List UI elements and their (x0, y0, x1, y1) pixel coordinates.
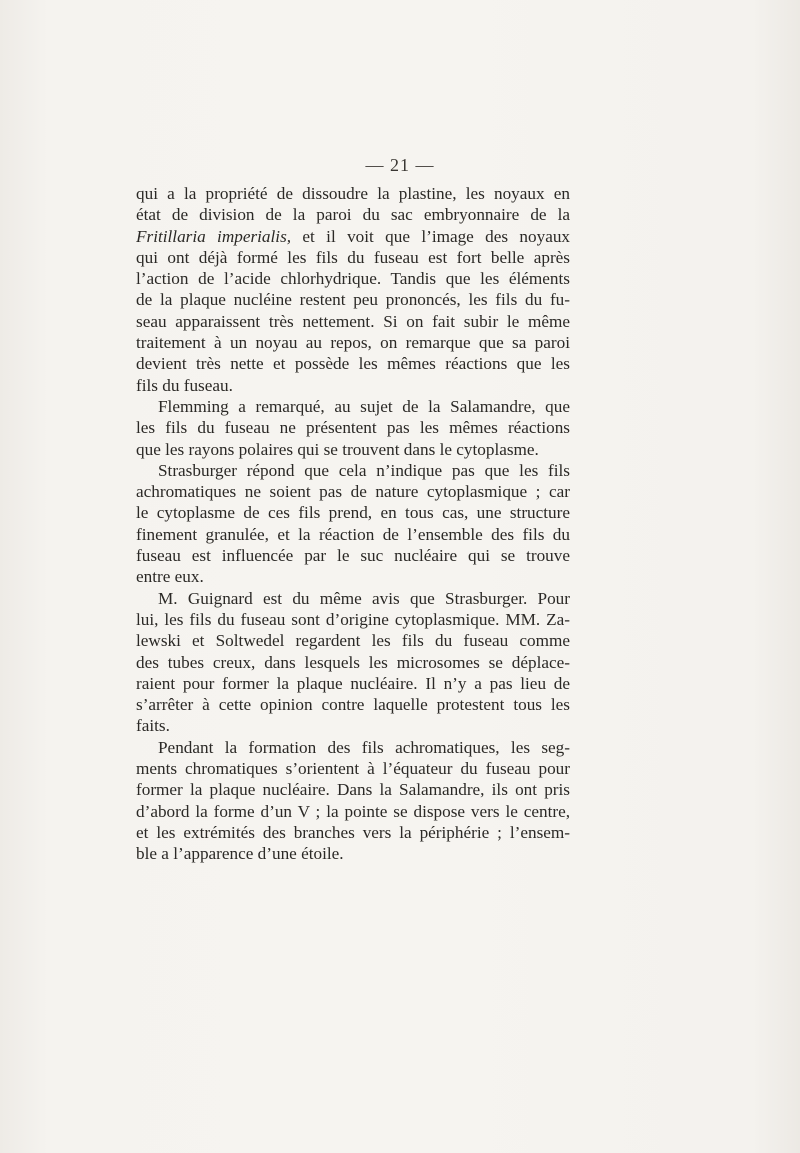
text-line: l’action de l’acide chlorhydrique. Tandis que les éléments (136, 269, 570, 289)
text-line: achromatiques ne soient pas de nature cytoplasmique ; car (136, 482, 570, 502)
text-line: ments chromatiques s’orientent à l’équateur du fuseau pour (136, 759, 570, 779)
text-line: finement granulée, et la réaction de l’ensemble des fils du (136, 524, 570, 544)
text-line: et les extrémités des branches vers la périphérie ; l’ensem- (136, 822, 570, 842)
text-line: le cytoplasme de ces fils prend, en tous cas, une structure (136, 503, 570, 523)
text-line: des tubes creux, dans lesquels les microsomes se déplace- (136, 652, 570, 672)
text-line: traitement à un noyau au repos, on remarque que sa paroi (136, 333, 570, 353)
text-line (136, 226, 570, 247)
text-line: ble a l’apparence d’une étoile. (136, 844, 344, 864)
text-line: que les rayons polaires qui se trouvent dans le cytoplasme. (136, 439, 539, 459)
text-line: Pendant la formation des fils achromatiques, les seg- (158, 737, 570, 757)
text-line: qui ont déjà formé les fils du fuseau est fort belle après (136, 247, 570, 267)
page-number: — 21 — (365, 155, 435, 175)
text-line: fils du fuseau. (136, 375, 233, 395)
text-line: Flemming a remarqué, au sujet de la Salamandre, que (158, 396, 570, 416)
text-line: raient pour former la plaque nucléaire. Il n’y a pas lieu de (136, 673, 570, 693)
text-line: lewski et Soltwedel regardent les fils du fuseau comme (136, 631, 570, 651)
body-text (136, 183, 570, 865)
text-line: les fils du fuseau ne présentent pas les mêmes réactions (136, 418, 570, 438)
line-rest: et il voit que l’image des noyaux (291, 226, 570, 246)
text-line: qui a la propriété de dissoudre la plastine, les noyaux en (136, 184, 570, 203)
text-line: lui, les fils du fuseau sont d’origine cytoplasmique. MM. Za- (136, 609, 570, 629)
text-line: seau apparaissent très nettement. Si on fait subir le même (136, 311, 570, 331)
text-line: s’arrêter à cette opinion contre laquelle protestent tous les (136, 695, 570, 715)
text-line: d’abord la forme d’un V ; la pointe se dispose vers le centre, (136, 801, 570, 821)
text-line: de la plaque nucléine restent peu prononcés, les fils du fu- (136, 290, 570, 310)
text-line: entre eux. (136, 567, 204, 587)
text-line: M. Guignard est du même avis que Strasburger. Pour (158, 588, 570, 608)
text-line: devient très nette et possède les mêmes réactions que les (136, 354, 570, 374)
text-line: fuseau est influencée par le suc nucléaire qui se trouve (136, 546, 570, 566)
text-line: former la plaque nucléaire. Dans la Salamandre, ils ont pris (136, 780, 570, 800)
text-line: état de division de la paroi du sac embryonnaire de la (136, 205, 570, 225)
text-line: faits. (136, 716, 170, 736)
italic-species-name: Fritillaria imperialis, (136, 226, 292, 246)
text-line: Strasburger répond que cela n’indique pas que les fils (158, 460, 570, 480)
